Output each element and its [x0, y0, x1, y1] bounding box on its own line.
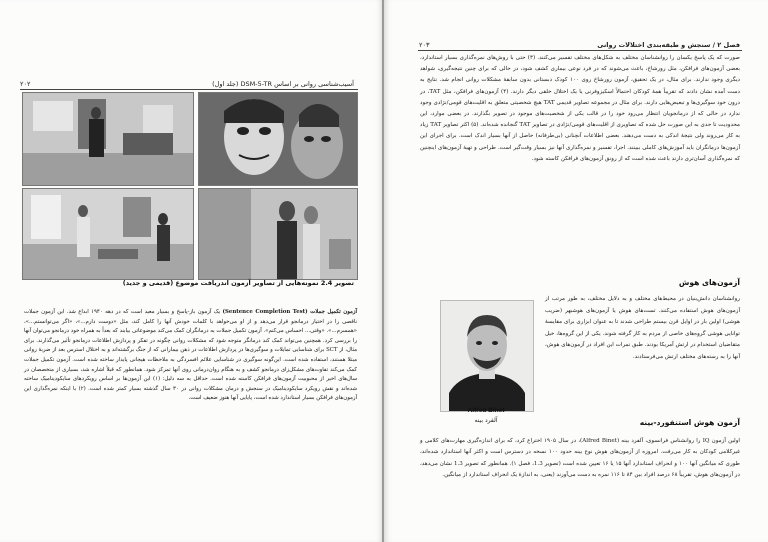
- section-title-stanford-binet: آزمون هوش استنفورد-بینه: [639, 418, 740, 427]
- binet-caption-fa: آلفرد بینه: [474, 417, 498, 424]
- right-paragraph-2: روانشناسان دانش‌بنیان در محیط‌های مختلف و به دلایل مختلف، به طور مرتب از آزمون‌های هوش استفاده می‌کنند. تست‌های هوش یا آزمون‌های هوشبهر (ضریب هوشی) اولین بار در اوایل قرن بیستم طراحی شدند تا به عنوان ابزاری برای مقایسهٔ توانایی هوشی گروه‌های خاصی از مردم به کار گرفته شوند. یکی از این گروه‌ها، خیل متقاضیان استخدام در ارتش آمریکا بودند. طبق نمرات این افراد در آزمون‌های هوش، آنها را به رسته‌های مختلف ارتش می‌فرستادند.: [545, 296, 740, 360]
- right-paragraph-1: صورت که یک پاسخ یکسان را روانشناسان مختلف به شکل‌های مختلف تفسیر می‌کنند. (۳) حتی با روش‌های نمره‌گذاری بسیار استاندارد، بعضی آزمون‌های فرافکن، مثل رورشاخ، باعث می‌شوند که در فرد نوعی بیماری کشف شود، در حالی که برای چنین نتیجه‌گیری، شواهد دیگری وجود ندارند. برای مثال، در یک تحقیق، آزمون رورشاخ روی ۱۰۰ کودک دبستانی بدون سابقهٔ مشکلات روانی انجام شد. نتایج به دست آمده نشان دادند که تقریباً همهٔ کودکان احتمالاً اسکیزوفرنی یا یک اختلال خلقی دیگر دارند. (۴) آزمون‌های فرافکن، مثل TAT، در درون خود سوگیری‌ها و تبعیض‌هایی دارند. برای مثال در مجموعه تصاویر قدیمی TAT هیچ شخصیتی متعلق به اقلیت‌های قومی/نژادی وجود ندارد در حالی که از درمانجویان انتظار می‌رود خود را در قالب یکی از شخصیت‌های موجود در تصویر بگذارند. در بعضی موارد، این محدودیت تا حدی به این صورت حل شده که تصاویری از اقلیت‌های قومی/نژادی در تصاویر TAT گنجانده شده‌اند. (۵) اکثر تصاویر TAT زیاد به کار می‌روند ولی نتیجهٔ اندکی به دست می‌دهند. بعضی اطلاعات آنچنانی (بی‌طرفانه) حاصل از آنها بسیار اندک است. برای اجرای این آزمون‌ها درمانگران باید آموزش‌های کاملی ببینند. اجرا، تفسیر و نمره‌گذاری آنها نیز بسیار وقت‌گیر است. طراحی و تهیهٔ آزمون‌های اینچنین که نمره‌گذاری آسان‌تری دارند باعث شده است که از رونق آزمون‌های فرافکن کاسته شود.: [420, 55, 741, 162]
- binet-caption-en: Alfred Binet: [467, 407, 505, 414]
- alfred-binet-portrait: [440, 300, 534, 412]
- right-running-head: فصل ۲ / سنجش و طبقه‌بندی اختلالات روانی: [597, 41, 740, 49]
- left-body-heading: آزمون تکمیل جملات: [310, 309, 358, 315]
- tat-figure: [22, 92, 356, 278]
- left-header-rule: [20, 89, 358, 90]
- left-body-paragraph: یک آزمون باز-پاسخ و بسیار معید است که در دهه ۱۹۴۰ ابداع شد. این آزمون جملات ناقصی را در اختیار درمانجو قرار می‌دهد و از او می‌خواهد با کلمات خودش آنها را کامل کند، مثل «دوست دارم...»، «اگر می‌‌‌‌‌‌توانستم...»، «همسرم...». «وقتی... احساس می‌کنم». آزمون تکمیل جملات به درمانگران کمک می‌کند موضوعاتی بیابند که بعداً به همراه خود درمانجو می‌توان آنها را بررسی کرد. همچنین می‌تواند کمک کند درمانگر متوجه شود که مشکلات روانی چگونه در تفکر و پردازش اطلاعات درمانجو تأثیر می‌گذارند. برای مثال، از SCT برای شناسایی تمایلات و سوگیری‌ها در پردازش اطلاعات در ذهن بیمارانی که از جنگ برگشته‌اند و به اختلال استرس بعد از ضربهٔ روانی مبتلا هستند، استفاده شده است. این‌گونه سوگیری در شناسایی علائم افسردگی به ملاحظات هیجانی پایدار ساخته شده است. آزمون تکمیل جملات کمک می‌کند تفاوت‌های مشکل‌زای درمانجو کشف و به هنگام روان‌درمانی روی آنها تمرکز شود. همانطور که قبلاً اشاره شد، بسیاری از متخصصان در سال‌های اخیر از محبوبیت آزمون‌های فرافکن کاسته شده است. حداقل به سه دلیل: (۱) این آزمون‌ها بر اساس رویکردهای سایکودینامیک ساخته شده‌اند و نقش رویکرد سایکودینامیک در سنجش و درمان مشکلات روانی در ۳۰ سال گذشته بسیار کمتر شده است. (۲) با اینکه نمره‌گذاری این آزمون‌های فرافکن بسیار استاندارد شده است، پایایی آنها هنوز ضعیف است.: [24, 309, 358, 402]
- left-page-number: ۲۰۲: [20, 80, 31, 88]
- tat-image-couple: [198, 188, 358, 280]
- left-running-head: آسیب‌شناسی روانی بر اساس DSM-5-TR (جلد اول): [212, 80, 354, 88]
- tat-image-faces: [198, 92, 358, 186]
- right-header-rule: [418, 50, 742, 51]
- section-title-intelligence-tests: آزمون‌های هوش: [678, 278, 740, 287]
- right-paragraph-3: اولین آزمون IQ را روانشناس فرانسوی، آلفرد بینه (Alfred Binet)، در سال ۱۹۰۵ اختراع کرد، که برای اندازه‌گیری مهارت‌های کلامی و غیرکلامی کودکان به کار می‌رفت. امروزه از آزمون‌های هوش نوع بینه حدود ۱۰۰ نسخه در دسترس است و اکثر آنها استاندارد شده‌اند، طوری که میانگین آنها ۱۰۰ و انحراف استاندارد آنها ۱۵ یا ۱۶ تعیین شده است (تصویر 1.3، فصل ۱). همانطور که تصویر 1.3 نشان می‌دهد، در آزمون‌های هوش، تقریباً ۶۸ درصد افراد بین ۸۴ تا ۱۱۶ نمره به دست می‌آورند (یعنی، به اندازهٔ یک انحراف استاندارد از میانگین.: [420, 438, 740, 479]
- tat-image-office-scene: [22, 92, 194, 186]
- right-page-number: ۲۰۳: [419, 41, 430, 49]
- left-body-text: [24, 308, 357, 404]
- left-body-heading-en: (Sentence Completion Test): [222, 309, 308, 315]
- figure-caption: تصویر 2.4 نمونه‌هایی از تصاویر آزمون اندریافت موضوع (قدیمی و جدید): [122, 279, 354, 287]
- tat-image-room-figures: [22, 188, 194, 280]
